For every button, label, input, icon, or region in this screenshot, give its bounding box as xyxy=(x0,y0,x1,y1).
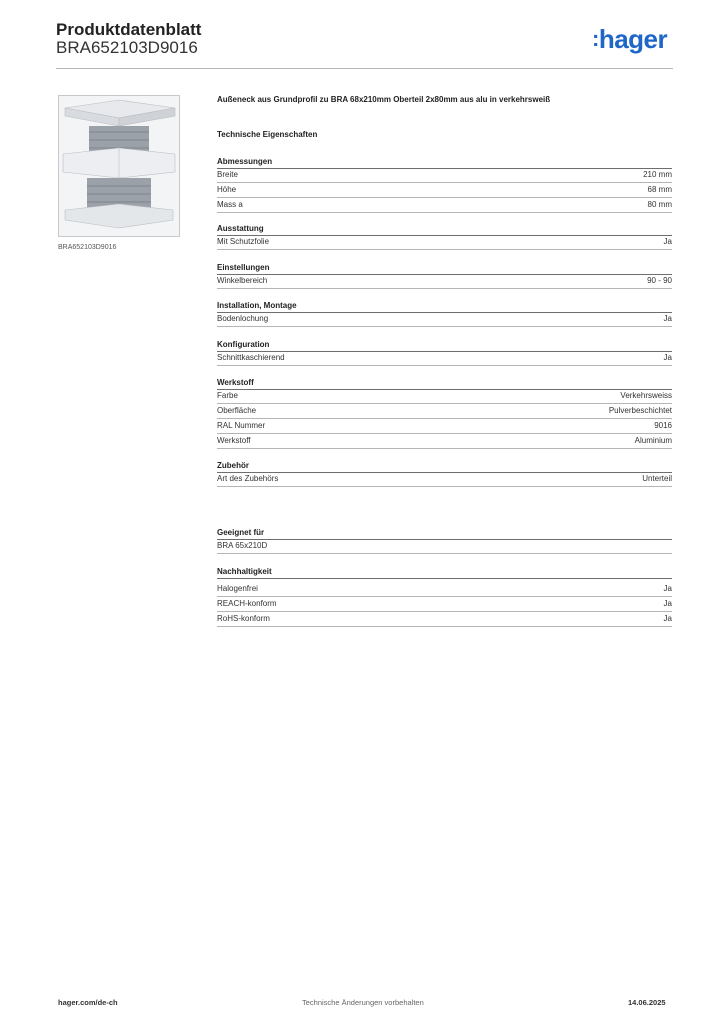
section-title-zubehoer: Zubehör xyxy=(217,461,249,470)
image-caption: BRA652103D9016 xyxy=(58,244,117,251)
section-title-nachhaltigkeit: Nachhaltigkeit xyxy=(217,567,272,576)
table-row: BRA 65x210D xyxy=(217,539,672,554)
table-row: Winkelbereich 90 - 90 xyxy=(217,274,672,289)
product-image xyxy=(58,95,180,237)
table-row: Halogenfrei Ja xyxy=(217,582,672,597)
hager-logo: :hager xyxy=(592,24,668,54)
table-row: RoHS-konform Ja xyxy=(217,612,672,627)
table-row: Oberfläche Pulverbeschichtet xyxy=(217,404,672,419)
table-row: Breite 210 mm xyxy=(217,168,672,183)
section-title-werkstoff: Werkstoff xyxy=(217,378,254,387)
page-title: Produktdatenblatt xyxy=(56,20,202,39)
section-title-installation: Installation, Montage xyxy=(217,301,297,310)
table-row: Art des Zubehörs Unterteil xyxy=(217,472,672,487)
section-title-ausstattung: Ausstattung xyxy=(217,224,264,233)
section-title-konfiguration: Konfiguration xyxy=(217,340,270,349)
footer-website: hager.com/de-ch xyxy=(58,998,118,1007)
header-divider xyxy=(56,68,673,69)
technical-properties-heading: Technische Eigenschaften xyxy=(217,130,318,139)
table-row: Farbe Verkehrsweiss xyxy=(217,389,672,404)
section-title-geeignet-fuer: Geeignet für xyxy=(217,528,265,537)
product-number: BRA652103D9016 xyxy=(56,38,198,57)
section-title-einstellungen: Einstellungen xyxy=(217,263,270,272)
table-row: Werkstoff Aluminium xyxy=(217,434,672,449)
table-row: Bodenlochung Ja xyxy=(217,312,672,327)
table-row: Mass a 80 mm xyxy=(217,198,672,213)
table-row: Höhe 68 mm xyxy=(217,183,672,198)
section-title-abmessungen: Abmessungen xyxy=(217,157,273,166)
table-row: Mit Schutzfolie Ja xyxy=(217,235,672,250)
footer-date: 14.06.2025 xyxy=(628,998,666,1007)
table-row: REACH-konform Ja xyxy=(217,597,672,612)
product-description: Außeneck aus Grundprofil zu BRA 68x210mm Oberteil 2x80mm aus alu in verkehrsweiß xyxy=(217,95,551,104)
footer-disclaimer: Technische Änderungen vorbehalten xyxy=(302,998,424,1007)
table-row: Schnittkaschierend Ja xyxy=(217,351,672,366)
table-row: RAL Nummer 9016 xyxy=(217,419,672,434)
section-divider xyxy=(217,570,672,579)
